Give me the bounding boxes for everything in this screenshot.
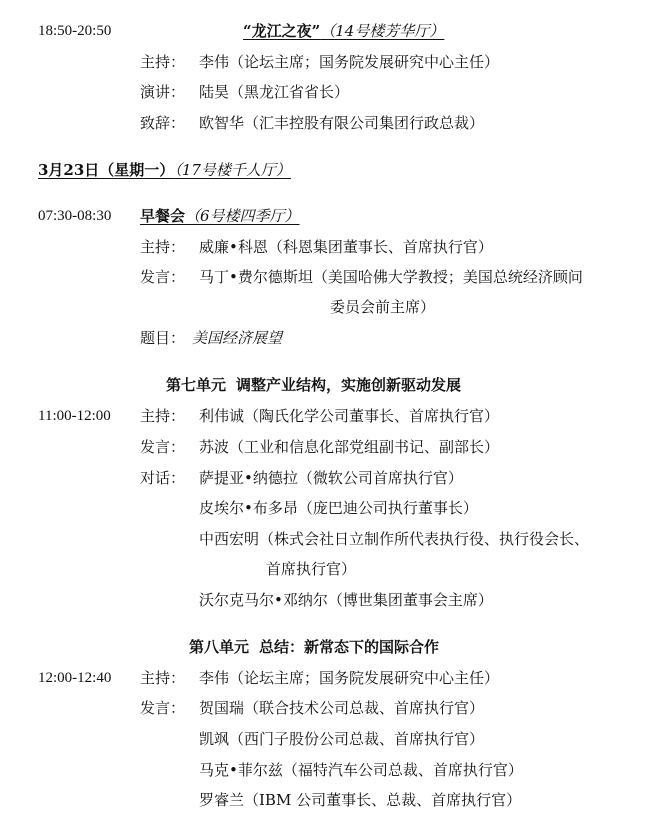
role-person: 李伟（论坛主席；国务院发展研究中心主任） (199, 669, 500, 687)
role-person: 陆昊（黑龙江省省长） (199, 83, 350, 101)
date-venue: （17号楼千人厅） (174, 161, 291, 179)
role-person-cont: 首席执行官） (266, 560, 357, 578)
role-label: 演讲： (140, 83, 186, 101)
session-time: 12:00-12:40 (38, 670, 112, 686)
role-person: 威廉•科恩（科恩集团董事长、首席执行官） (199, 238, 493, 256)
unit-number: 第八单元 (189, 638, 250, 656)
role-label: 发言： (140, 268, 186, 286)
role-person: 皮埃尔•布多昂（庞巴迪公司执行董事长） (199, 499, 478, 517)
role-person: 萨提亚•纳德拉（微软公司首席执行官） (199, 469, 463, 487)
role-person: 马克•菲尔兹（福特汽车公司总裁、首席执行官） (199, 761, 523, 779)
role-person: 欧智华（汇丰控股有限公司集团行政总裁） (199, 114, 485, 132)
role-label: 主持： (140, 669, 186, 687)
role-person: 贺国瑞（联合技术公司总裁、首席执行官） (199, 699, 485, 717)
session-time: 07:30-08:30 (38, 208, 112, 224)
role-label: 对话： (140, 469, 186, 487)
role-person: 沃尔克马尔•邓纳尔（博世集团董事会主席） (199, 591, 493, 609)
role-label: 题目： (140, 329, 186, 347)
session-title-bold: 早餐会 (140, 207, 186, 225)
topic-text: 美国经济展望 (192, 329, 283, 347)
unit-theme: 总结：新常态下的国际合作 (259, 638, 440, 656)
session-time: 11:00-12:00 (38, 408, 111, 424)
date-bold: 3月23日（星期一） (38, 161, 175, 179)
session-venue: （6号楼四季厅） (185, 207, 300, 225)
role-person: 凯飒（西门子股份公司总裁、首席执行官） (199, 730, 485, 748)
role-label: 发言： (140, 699, 186, 717)
role-label: 主持： (140, 238, 186, 256)
session-title (140, 206, 300, 226)
role-label: 主持： (140, 407, 186, 425)
role-person: 罗睿兰（IBM 公司董事长、总裁、首席执行官） (199, 791, 522, 809)
unit-theme: 调整产业结构，实施创新驱动发展 (236, 376, 462, 394)
role-label: 致辞： (140, 114, 186, 132)
session-venue: （14号楼芳华厅） (320, 22, 445, 40)
date-heading (38, 160, 291, 180)
unit-number: 第七单元 (166, 376, 227, 394)
session-title (243, 21, 444, 41)
session-time: 18:50-20:50 (38, 23, 112, 39)
role-label: 主持： (140, 53, 186, 71)
role-person: 中西宏明（株式会社日立制作所代表执行役、执行役会长、 (199, 530, 590, 548)
role-person: 利伟诚（陶氏化学公司董事长、首席执行官） (199, 407, 500, 425)
role-person: 马丁•费尔德斯坦（美国哈佛大学教授；美国总统经济顾问 (199, 268, 583, 286)
role-person: 李伟（论坛主席；国务院发展研究中心主任） (199, 53, 500, 71)
unit-heading (166, 375, 461, 395)
role-person-cont: 委员会前主席） (330, 298, 436, 316)
unit-heading (189, 637, 439, 657)
role-label: 发言： (140, 438, 186, 456)
session-title-bold: “龙江之夜” (243, 22, 321, 40)
role-person: 苏波（工业和信息化部党组副书记、副部长） (199, 438, 500, 456)
